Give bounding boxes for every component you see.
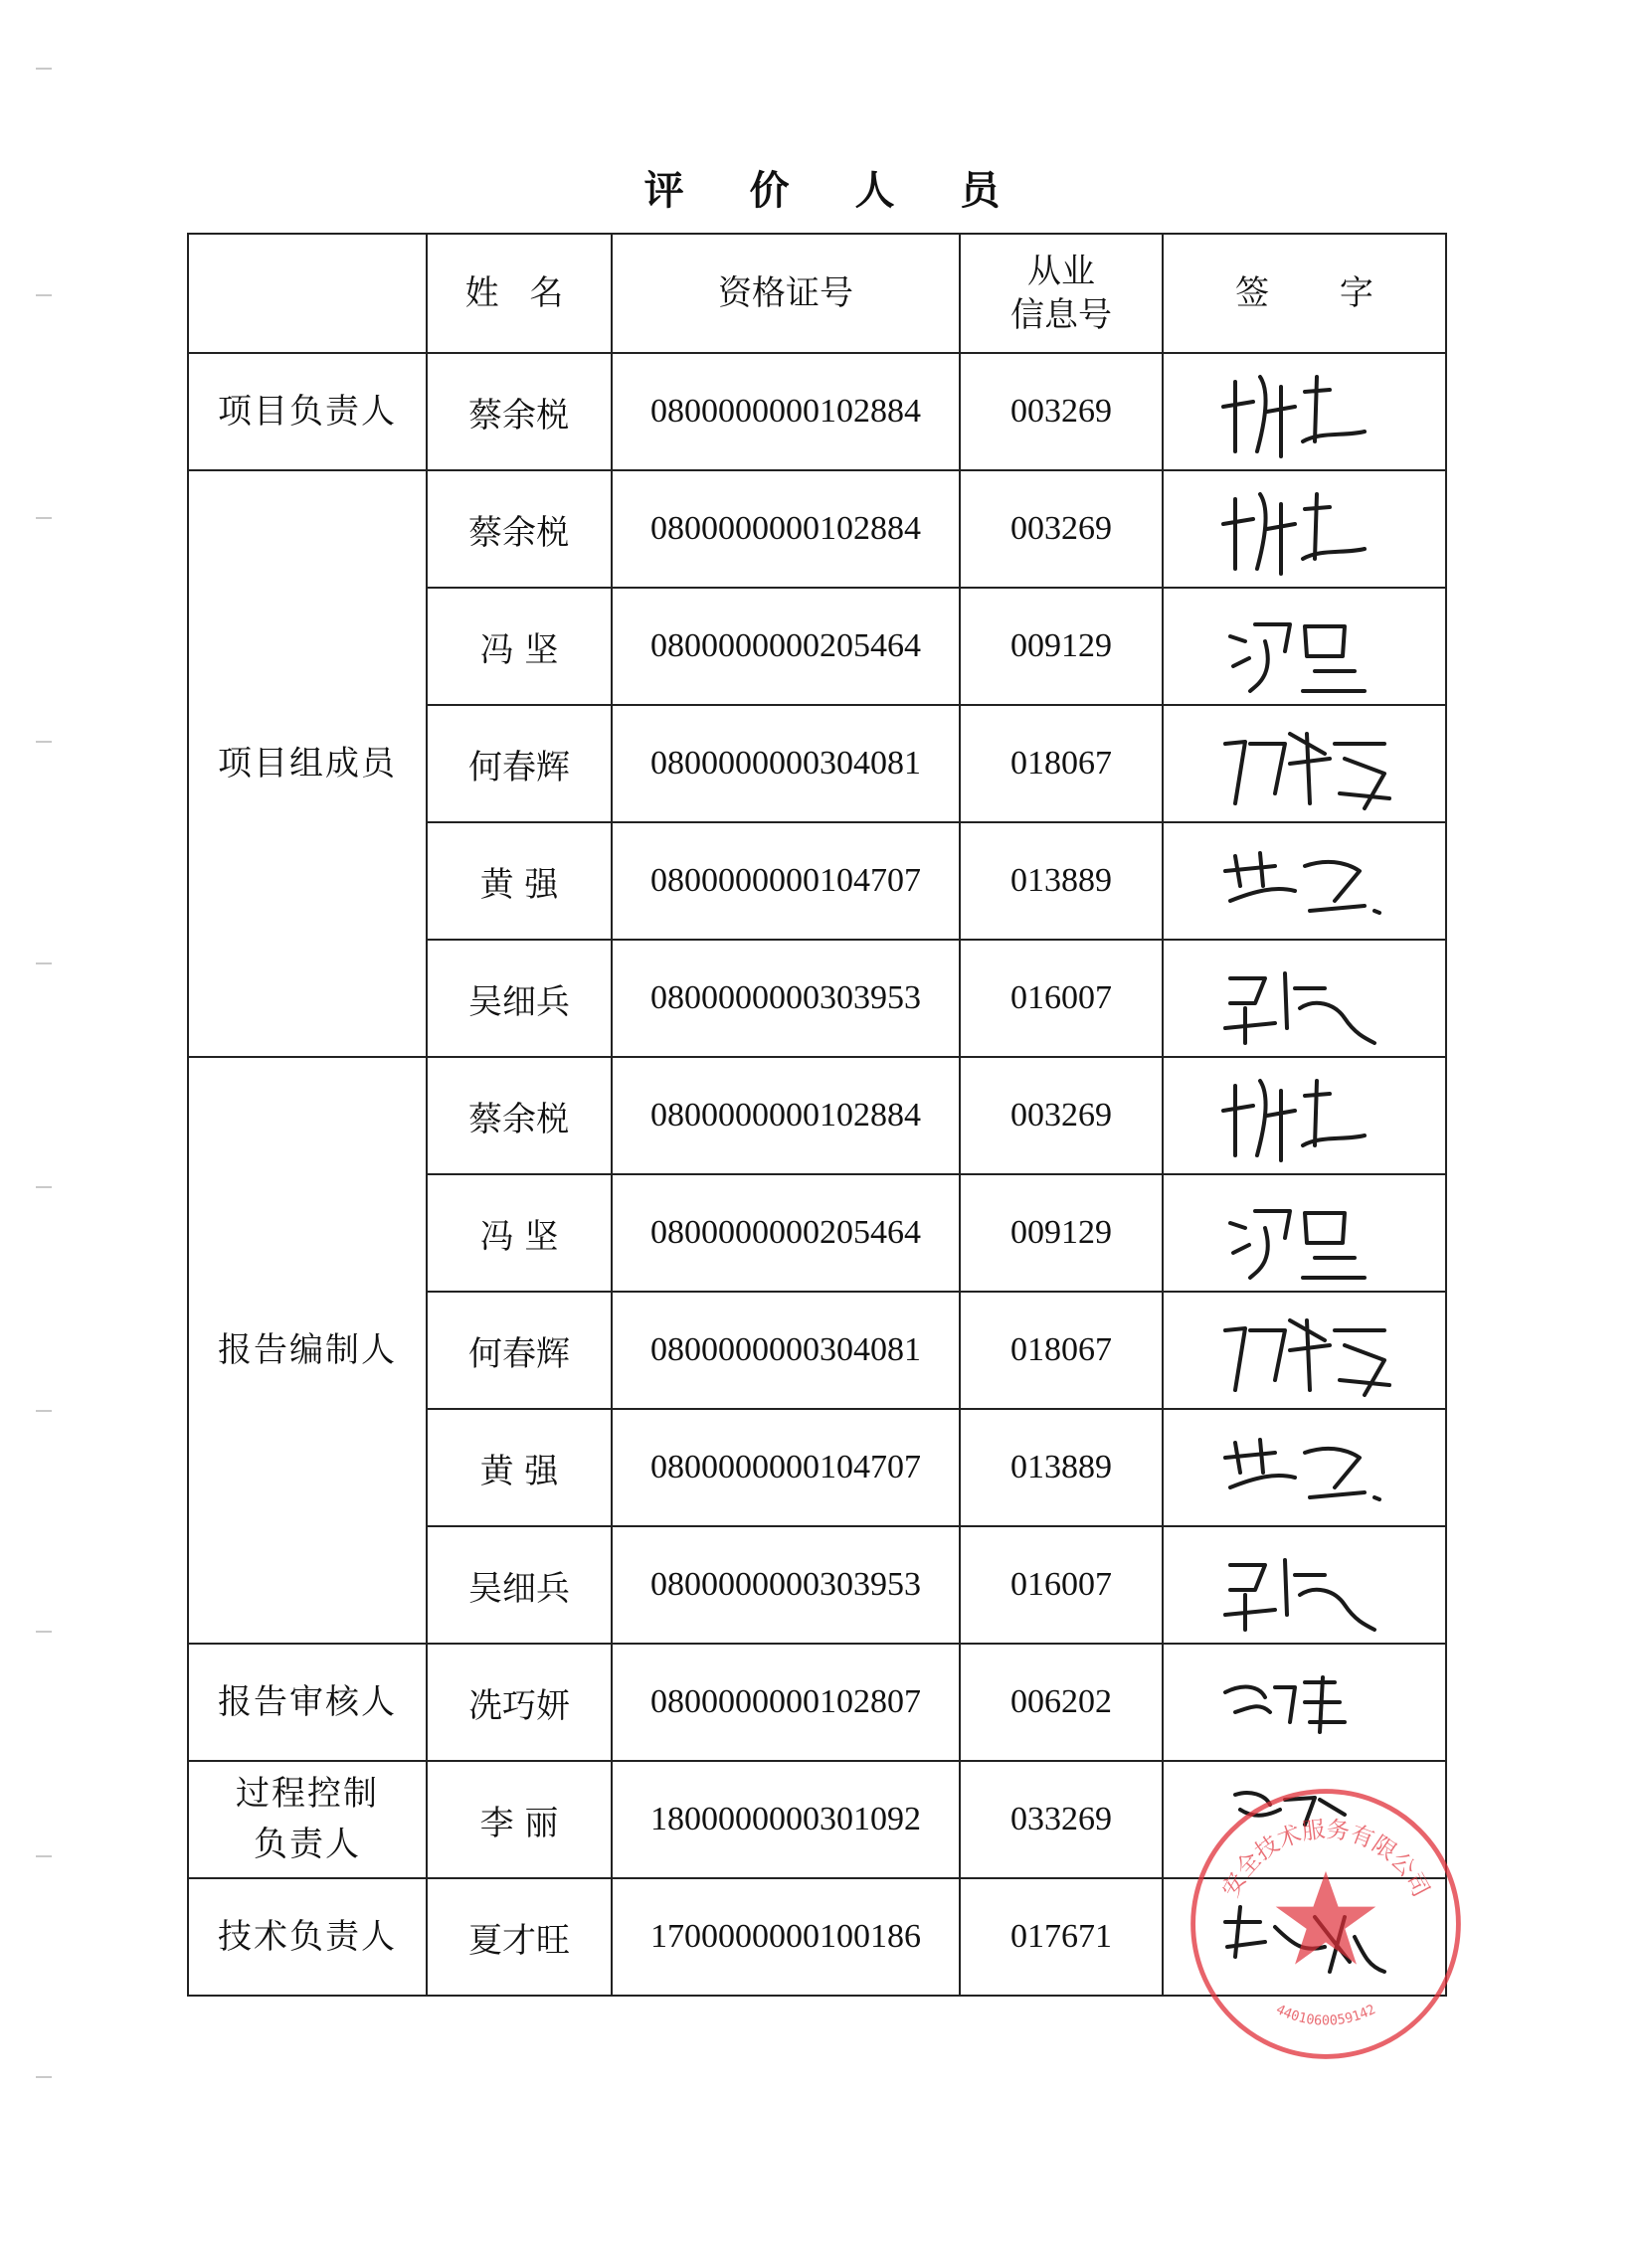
name-cell: 吴细兵 [427, 1526, 612, 1644]
cert-number-cell: 0800000000102807 [612, 1644, 960, 1761]
info-number-cell: 013889 [960, 1409, 1163, 1526]
info-number-cell: 003269 [960, 470, 1163, 588]
info-number-cell: 006202 [960, 1644, 1163, 1761]
handwritten-signature [1210, 714, 1399, 813]
cert-number-cell: 1700000000100186 [612, 1878, 960, 1996]
margin-mark [36, 68, 52, 70]
cert-number-cell: 0800000000303953 [612, 1526, 960, 1644]
cert-number-cell: 0800000000304081 [612, 1292, 960, 1409]
role-cell: 项目负责人 [188, 353, 427, 470]
handwritten-signature [1210, 1301, 1399, 1400]
role-cell: 项目组成员 [188, 470, 427, 1057]
info-number-cell: 016007 [960, 1526, 1163, 1644]
info-number-cell: 018067 [960, 705, 1163, 822]
signature-cell [1163, 1292, 1446, 1409]
name-cell: 李 丽 [427, 1761, 612, 1878]
header-role [188, 234, 427, 353]
name-cell: 何春辉 [427, 1292, 612, 1409]
handwritten-signature [1210, 949, 1399, 1048]
name-cell: 冯 坚 [427, 1174, 612, 1292]
company-seal [1182, 1780, 1470, 2068]
seal-text: 安全技术服务有限公司 [1216, 1816, 1435, 1902]
role-cell: 报告审核人 [188, 1644, 427, 1761]
signature-cell [1163, 822, 1446, 940]
name-cell: 蔡余棁 [427, 1057, 612, 1174]
header-info: 从业 信息号 [960, 234, 1163, 353]
cert-number-cell: 1800000000301092 [612, 1761, 960, 1878]
info-number-cell: 013889 [960, 822, 1163, 940]
svg-text:4401060059142 [1273, 2002, 1377, 2029]
header-sign: 签 字 [1163, 234, 1446, 353]
handwritten-signature [1210, 1418, 1399, 1517]
table-row [188, 470, 1446, 588]
name-cell: 蔡余棁 [427, 470, 612, 588]
handwritten-signature [1210, 1066, 1399, 1165]
role-cell: 报告编制人 [188, 1057, 427, 1644]
margin-mark [36, 1855, 52, 1857]
cert-number-cell: 0800000000102884 [612, 1057, 960, 1174]
signature-cell [1163, 470, 1446, 588]
info-number-cell: 016007 [960, 940, 1163, 1057]
signature-cell [1163, 1644, 1446, 1761]
name-cell: 黄 强 [427, 822, 612, 940]
cert-number-cell: 0800000000104707 [612, 822, 960, 940]
signature-cell [1163, 1174, 1446, 1292]
header-row [188, 234, 1446, 353]
role-cell: 技术负责人 [188, 1878, 427, 1996]
signature-cell [1163, 1409, 1446, 1526]
margin-mark [36, 2076, 52, 2078]
signature-cell [1163, 588, 1446, 705]
header-cert: 资格证号 [612, 234, 960, 353]
handwritten-signature [1210, 1535, 1399, 1635]
handwritten-signature [1210, 362, 1399, 461]
signature-cell [1163, 705, 1446, 822]
cert-number-cell: 0800000000104707 [612, 1409, 960, 1526]
name-cell: 何春辉 [427, 705, 612, 822]
margin-mark [36, 294, 52, 296]
page-title: 评 价 人 员 [643, 167, 1026, 214]
name-cell: 黄 强 [427, 1409, 612, 1526]
name-cell: 冼巧妍 [427, 1644, 612, 1761]
info-number-cell: 033269 [960, 1761, 1163, 1878]
info-number-cell: 017671 [960, 1878, 1163, 1996]
role-cell: 过程控制 负责人 [188, 1761, 427, 1878]
margin-mark [36, 1631, 52, 1633]
table-row [188, 1644, 1446, 1761]
evaluator-table [187, 233, 1447, 1997]
handwritten-signature [1210, 831, 1399, 931]
signature-cell [1163, 1526, 1446, 1644]
table-row [188, 1057, 1446, 1174]
info-number-cell: 018067 [960, 1292, 1163, 1409]
signature-cell [1163, 353, 1446, 470]
cert-number-cell: 0800000000304081 [612, 705, 960, 822]
cert-number-cell: 0800000000205464 [612, 1174, 960, 1292]
name-cell: 蔡余棁 [427, 353, 612, 470]
info-number-cell: 003269 [960, 353, 1163, 470]
cert-number-cell: 0800000000102884 [612, 353, 960, 470]
info-number-cell: 003269 [960, 1057, 1163, 1174]
margin-mark [36, 1410, 52, 1412]
table-body [188, 353, 1446, 1996]
signature-cell [1163, 940, 1446, 1057]
cert-number-cell: 0800000000102884 [612, 470, 960, 588]
cert-number-cell: 0800000000303953 [612, 940, 960, 1057]
header-name: 姓 名 [427, 234, 612, 353]
seal-code: 4401060059142 [1273, 2001, 1378, 2029]
handwritten-signature [1210, 479, 1399, 579]
margin-mark [36, 517, 52, 519]
handwritten-signature [1210, 1183, 1399, 1283]
margin-mark [36, 1186, 52, 1188]
margin-mark [36, 962, 52, 964]
info-number-cell: 009129 [960, 588, 1163, 705]
name-cell: 吴细兵 [427, 940, 612, 1057]
name-cell: 夏才旺 [427, 1878, 612, 1996]
signature-cell [1163, 1057, 1446, 1174]
handwritten-signature [1210, 597, 1399, 696]
margin-mark [36, 741, 52, 743]
info-number-cell: 009129 [960, 1174, 1163, 1292]
name-cell: 冯 坚 [427, 588, 612, 705]
table-row [188, 353, 1446, 470]
handwritten-signature [1210, 1653, 1399, 1752]
cert-number-cell: 0800000000205464 [612, 588, 960, 705]
